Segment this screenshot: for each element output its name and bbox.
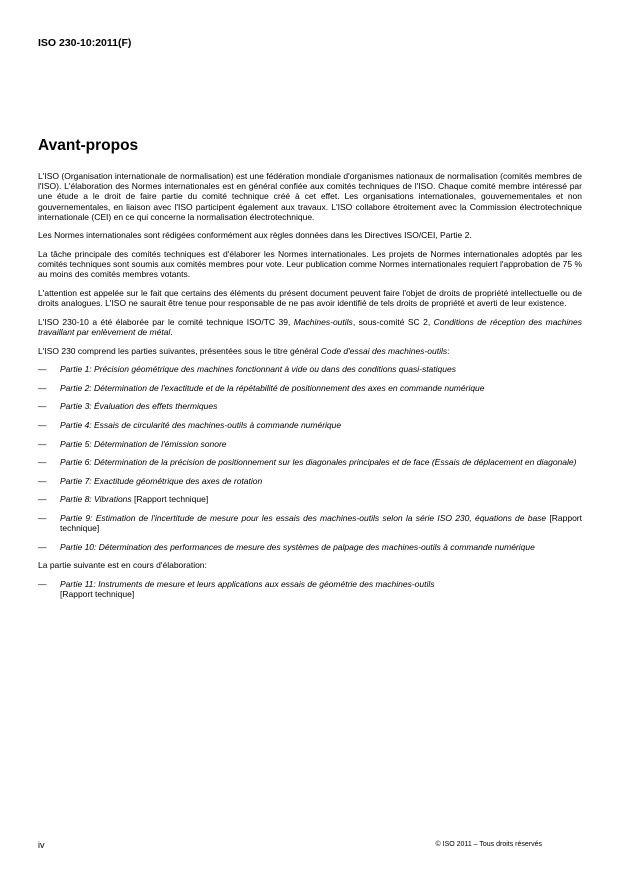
- page-number: iv: [38, 840, 45, 850]
- paragraph-patent-rights: L'attention est appelée sur le fait que certains des éléments du présent document peuvent faire l'objet de droits de propriété intellectuelle ou de droits analogues. L'ISO ne saurait être tenue pour responsable de ne pas avoir identifié de tels droits de propriété et averti de leur existence.: [38, 288, 582, 309]
- part-note: [Rapport technique]: [60, 589, 135, 600]
- dash-bullet: —: [38, 457, 47, 468]
- paragraph-parts-intro: [38, 346, 582, 356]
- parts-list: [38, 364, 582, 552]
- dash-bullet: —: [38, 541, 47, 552]
- dash-bullet: —: [38, 419, 47, 430]
- part-title: Partie 9: Estimation de l'incertitude de mesure pour les essais des machines-outils selon la série ISO 230, équations de base: [60, 512, 547, 523]
- document-id: ISO 230-10:2011(F): [38, 37, 132, 49]
- part-title: Partie 7: Exactitude géométrique des axes de rotation: [60, 475, 263, 486]
- part-title: Partie 3: Évaluation des effets thermiques: [60, 401, 218, 412]
- dash-bullet: —: [38, 578, 47, 589]
- subcommittee-name: Conditions de réception des machines travaillant par enlèvement de métal: [38, 316, 582, 337]
- list-item: [38, 494, 582, 504]
- list-item: [38, 542, 582, 552]
- part-title: Partie 5: Détermination de l'émission sonore: [60, 438, 227, 449]
- part-note: [Rapport technique]: [60, 512, 582, 534]
- list-item: [38, 579, 582, 599]
- list-item: [38, 439, 582, 449]
- copyright-notice: © ISO 2011 – Tous droits réservés: [435, 841, 542, 848]
- dash-bullet: —: [38, 512, 47, 523]
- prepared-by-end: .: [170, 327, 173, 337]
- dash-bullet: —: [38, 438, 47, 449]
- part-title: Partie 8: Vibrations: [60, 494, 132, 505]
- foreword-body: [38, 171, 582, 608]
- page-title: Avant-propos: [38, 137, 139, 154]
- dash-bullet: —: [38, 382, 47, 393]
- dash-bullet: —: [38, 401, 47, 412]
- part-title: Partie 2: Détermination de l'exactitude et de la répétabilité de positionnement des axes en commande numérique: [60, 382, 485, 393]
- list-item: [38, 364, 582, 374]
- paragraph-directives: Les Normes internationales sont rédigées conformément aux règles données dans les Directives ISO/CEI, Partie 2.: [38, 230, 472, 241]
- part-title: Partie 6: Détermination de la précision de positionnement sur les diagonales principales et de face (Essais de déplacement en diagonale): [60, 457, 577, 468]
- prepared-by-text-2: , sous-comité SC 2,: [352, 316, 434, 327]
- prepared-by-text: L'ISO 230-10 a été élaborée par le comité technique ISO/TC 39,: [38, 316, 294, 327]
- paragraph-prepared-by: [38, 317, 582, 337]
- list-item: [38, 513, 582, 533]
- list-item: [38, 476, 582, 486]
- parts-intro-text: L'ISO 230 comprend les parties suivantes, présentées sous le titre général: [38, 345, 321, 356]
- dash-bullet: —: [38, 494, 47, 505]
- parts-intro-end: :: [447, 345, 450, 356]
- part-title: Partie 11: Instruments de mesure et leurs applications aux essais de géométrie des machines-outils: [60, 578, 435, 589]
- general-title: Code d'essai des machines-outils: [320, 345, 448, 356]
- part-title: Partie 1: Précision géométrique des machines fonctionnant à vide ou dans des conditions quasi-statiques: [60, 364, 456, 375]
- paragraph-technical-committees: La tâche principale des comités techniques est d'élaborer les Normes internationales. Les projets de Normes internationales adoptés par les comités techniques sont soumis aux comités membres pour vote. Leur publication comme Normes internationales requiert l'approbation de 75 % au moins des comités membres votants.: [38, 249, 583, 280]
- paragraph-iso-intro: L'ISO (Organisation internationale de normalisation) est une fédération mondiale d'organismes nationaux de normalisation (comités membres de l'ISO). L'élaboration des Normes internationales est en général confiée aux comités techniques de l'ISO. Chaque comité membre intéressé par une étude a le droit de faire partie du comité technique créé à cet effet. Les organisations internationales, gouvernementales et non gouvernementales, en liaison avec l'ISO participent également aux travaux. L'ISO collabore étroitement avec la Commission électrotechnique internationale (CEI) en ce qui concerne la normalisation électrotechnique.: [38, 171, 582, 222]
- part-note: [Rapport technique]: [131, 494, 209, 505]
- committee-name: Machines-outils: [293, 316, 353, 327]
- dash-bullet: —: [38, 364, 47, 375]
- list-item: [38, 401, 582, 411]
- dash-bullet: —: [38, 475, 47, 486]
- list-item: [38, 420, 582, 430]
- list-item: [38, 383, 582, 393]
- part-title: Partie 4: Essais de circularité des machines-outils à commande numérique: [60, 419, 342, 430]
- part-title: Partie 10: Détermination des performances de mesure des systèmes de palpage des machines-outils à commande numérique: [60, 541, 535, 552]
- in-progress-list: [38, 579, 582, 599]
- list-item: [38, 457, 582, 467]
- paragraph-in-progress: La partie suivante est en cours d'élaboration:: [38, 560, 207, 571]
